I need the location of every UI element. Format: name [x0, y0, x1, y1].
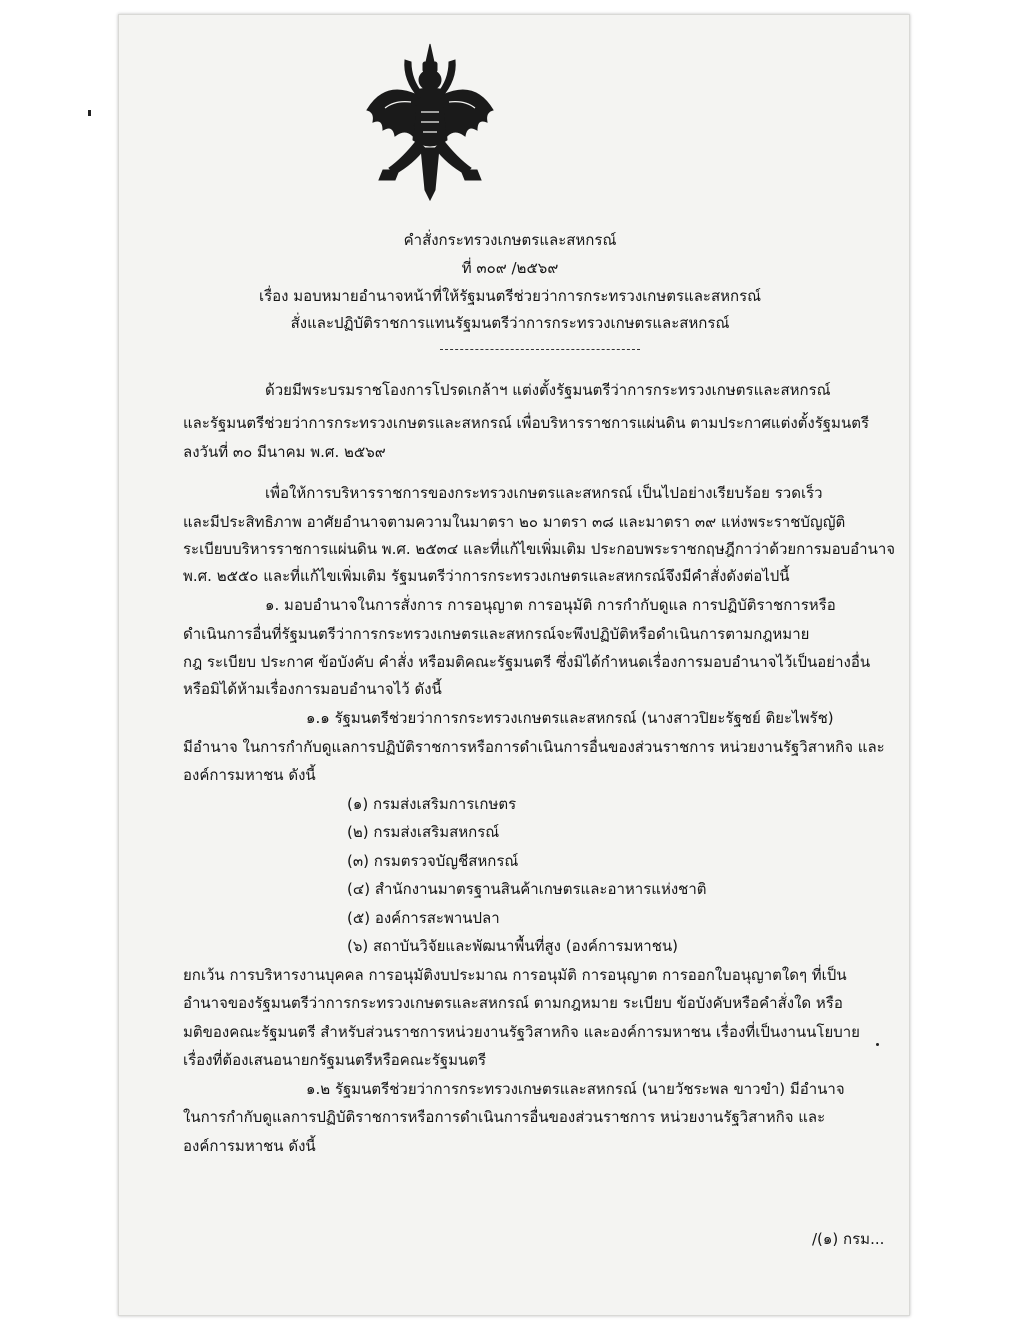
para1-line: ด้วยมีพระบรมราชโองการโปรดเกล้าฯ แต่งตั้งรัฐมนตรีว่าการกระทรวงเกษตรและสหกรณ์	[265, 381, 831, 399]
order-title: คำสั่งกระทรวงเกษตรและสหกรณ์	[403, 231, 617, 249]
para2-line: พ.ศ. ๒๕๕๐ และที่แก้ไขเพิ่มเติม รัฐมนตรีว่าการกระทรวงเกษตรและสหกรณ์จึงมีคำสั่งดังต่อไปนี้	[183, 567, 790, 585]
exceptions-line: ยกเว้น การบริหารงานบุคคล การอนุมัติงบประมาณ การอนุมัติ การอนุญาต การออกใบอนุญาตใดๆ ที่เป็น	[183, 966, 847, 984]
item1-2-line: ๑.๒ รัฐมนตรีช่วยว่าการกระทรวงเกษตรและสหกรณ์ (นายวัชระพล ขาวขำ) มีอำนาจ	[306, 1080, 845, 1098]
agency-list-item: (๔) สำนักงานมาตรฐานสินค้าเกษตรและอาหารแห่งชาติ	[347, 880, 707, 898]
item1-2-line: องค์การมหาชน ดังนี้	[183, 1137, 316, 1155]
exceptions-line: มติของคณะรัฐมนตรี สำหรับส่วนราชการหน่วยงานรัฐวิสาหกิจ และองค์การมหาชน เรื่องที่เป็นงานนโยบาย	[183, 1023, 860, 1041]
item1-1-line: มีอำนาจ ในการกำกับดูแลการปฏิบัติราชการหรือการดำเนินการอื่นของส่วนราชการ หน่วยงานรัฐวิสาหกิจ และ	[183, 738, 885, 756]
agency-list-item: (๖) สถาบันวิจัยและพัฒนาพื้นที่สูง (องค์การมหาชน)	[347, 937, 679, 955]
title-divider	[440, 349, 640, 350]
para2-line: และมีประสิทธิภาพ อาศัยอำนาจตามความในมาตรา ๒๐ มาตรา ๓๘ และมาตรา ๓๙ แห่งพระราชบัญญัติ	[183, 513, 846, 531]
para1-line: ลงวันที่ ๓๐ มีนาคม พ.ศ. ๒๕๖๙	[183, 443, 386, 461]
order-subject-line-2: สั่งและปฏิบัติราชการแทนรัฐมนตรีว่าการกระทรวงเกษตรและสหกรณ์	[290, 314, 730, 332]
item1-line: ๑. มอบอำนาจในการสั่งการ การอนุญาต การอนุมัติ การกำกับดูแล การปฏิบัติราชการหรือ	[265, 596, 836, 614]
garuda-emblem-svg	[355, 40, 505, 210]
agency-list-item: (๕) องค์การสะพานปลา	[347, 909, 500, 927]
scan-dot	[876, 1043, 879, 1046]
agency-list-item: (๑) กรมส่งเสริมการเกษตร	[347, 795, 517, 813]
para2-line: เพื่อให้การบริหารราชการของกระทรวงเกษตรและสหกรณ์ เป็นไปอย่างเรียบร้อย รวดเร็ว	[265, 484, 823, 502]
item1-line: กฎ ระเบียบ ประกาศ ข้อบังคับ คำสั่ง หรือมติคณะรัฐมนตรี ซึ่งมิได้กำหนดเรื่องการมอบอำนาจไว้เป็นอย่างอื่น	[183, 653, 871, 671]
item1-1-line: องค์การมหาชน ดังนี้	[183, 766, 316, 784]
scan-mark	[88, 110, 91, 116]
item1-line: หรือมิได้ห้ามเรื่องการมอบอำนาจไว้ ดังนี้	[183, 680, 442, 698]
exceptions-line: เรื่องที่ต้องเสนอนายกรัฐมนตรีหรือคณะรัฐมนตรี	[183, 1051, 487, 1069]
item1-line: ดำเนินการอื่นที่รัฐมนตรีว่าการกระทรวงเกษตรและสหกรณ์จะพึงปฏิบัติหรือดำเนินการตามกฎหมาย	[183, 625, 810, 643]
order-subject-line-1: เรื่อง มอบหมายอำนาจหน้าที่ให้รัฐมนตรีช่วยว่าการกระทรวงเกษตรและสหกรณ์	[258, 287, 762, 305]
page-continuation: /(๑) กรม...	[812, 1230, 885, 1248]
agency-list-item: (๒) กรมส่งเสริมสหกรณ์	[347, 823, 500, 841]
para2-line: ระเบียบบริหารราชการแผ่นดิน พ.ศ. ๒๕๓๔ และที่แก้ไขเพิ่มเติม ประกอบพระราชกฤษฎีกาว่าด้วยการมอบอำนาจ	[183, 540, 896, 558]
item1-1-line: ๑.๑ รัฐมนตรีช่วยว่าการกระทรวงเกษตรและสหกรณ์ (นางสาวปิยะรัฐชย์ ติยะไพรัช)	[306, 709, 834, 727]
garuda-emblem-icon	[355, 40, 505, 210]
exceptions-line: อำนาจของรัฐมนตรีว่าการกระทรวงเกษตรและสหกรณ์ ตามกฎหมาย ระเบียบ ข้อบังคับหรือคำสั่งใด หรือ	[183, 994, 843, 1012]
agency-list-item: (๓) กรมตรวจบัญชีสหกรณ์	[347, 852, 519, 870]
item1-2-line: ในการกำกับดูแลการปฏิบัติราชการหรือการดำเนินการอื่นของส่วนราชการ หน่วยงานรัฐวิสาหกิจ และ	[183, 1108, 826, 1126]
order-number: ที่ ๓๐๙ /๒๕๖๙	[461, 259, 559, 277]
para1-line: และรัฐมนตรีช่วยว่าการกระทรวงเกษตรและสหกรณ์ เพื่อบริหารราชการแผ่นดิน ตามประกาศแต่งตั้งรัฐมนตรี	[183, 414, 870, 432]
